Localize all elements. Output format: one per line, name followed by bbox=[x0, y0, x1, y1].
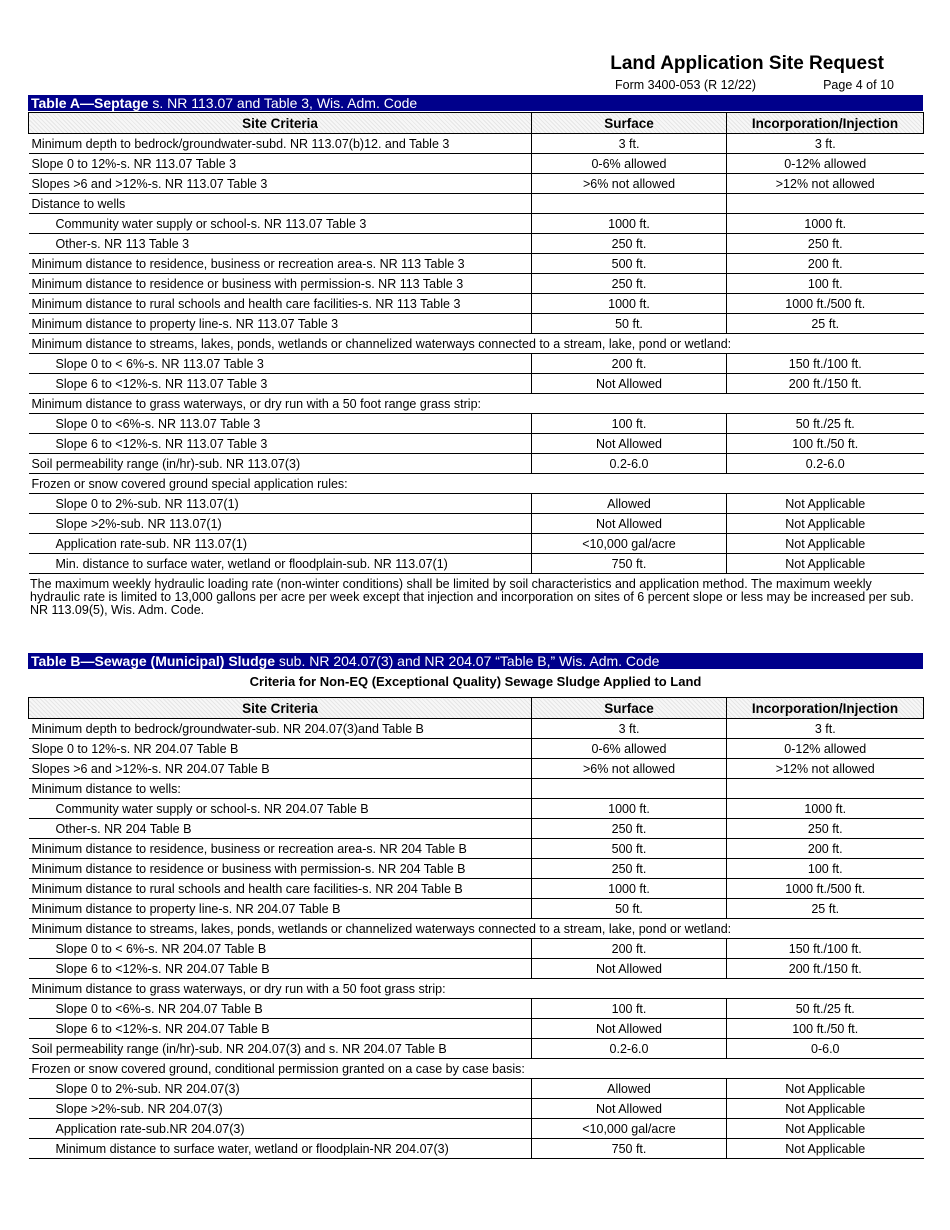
injection-value: 3 ft. bbox=[727, 134, 924, 154]
criteria-label: Min. distance to surface water, wetland or floodplain-sub. NR 113.07(1) bbox=[29, 554, 532, 574]
surface-value: Not Allowed bbox=[532, 434, 727, 454]
table-row bbox=[29, 759, 924, 779]
criteria-label: Community water supply or school-s. NR 204.07 Table B bbox=[29, 799, 532, 819]
table-b-subtitle: Criteria for Non-EQ (Exceptional Quality) Sewage Sludge Applied to Land bbox=[249, 674, 702, 689]
surface-value: 1000 ft. bbox=[532, 799, 727, 819]
table-row bbox=[29, 879, 924, 899]
surface-value: <10,000 gal/acre bbox=[532, 534, 727, 554]
criteria-label: Slope 0 to 2%-sub. NR 204.07(3) bbox=[29, 1079, 532, 1099]
criteria-label: Slope 6 to <12%-s. NR 113.07 Table 3 bbox=[29, 374, 532, 394]
injection-value bbox=[727, 194, 924, 214]
injection-value: 200 ft. bbox=[727, 254, 924, 274]
table-row bbox=[29, 334, 924, 354]
injection-value: 1000 ft./500 ft. bbox=[727, 294, 924, 314]
surface-value: 250 ft. bbox=[532, 819, 727, 839]
criteria-label: Slope >2%-sub. NR 204.07(3) bbox=[29, 1099, 532, 1119]
injection-value: 0.2-6.0 bbox=[727, 454, 924, 474]
injection-value: 150 ft./100 ft. bbox=[727, 354, 924, 374]
criteria-label: Application rate-sub.NR 204.07(3) bbox=[29, 1119, 532, 1139]
criteria-label: Other-s. NR 204 Table B bbox=[29, 819, 532, 839]
criteria-label: Application rate-sub. NR 113.07(1) bbox=[29, 534, 532, 554]
criteria-label: Slope 0 to 12%-s. NR 204.07 Table B bbox=[29, 739, 532, 759]
injection-value: 50 ft./25 ft. bbox=[727, 414, 924, 434]
surface-value: 1000 ft. bbox=[532, 879, 727, 899]
surface-value: 100 ft. bbox=[532, 999, 727, 1019]
injection-value: 1000 ft. bbox=[727, 799, 924, 819]
criteria-label: Distance to wells bbox=[29, 194, 532, 214]
criteria-label: Minimum depth to bedrock/groundwater-subd. NR 113.07(b)12. and Table 3 bbox=[29, 134, 532, 154]
table-row bbox=[29, 1059, 924, 1079]
criteria-label: Slopes >6 and >12%-s. NR 113.07 Table 3 bbox=[29, 174, 532, 194]
table-row bbox=[29, 1079, 924, 1099]
surface-value: 250 ft. bbox=[532, 234, 727, 254]
criteria-label: Soil permeability range (in/hr)-sub. NR 113.07(3) bbox=[29, 454, 532, 474]
injection-value: Not Applicable bbox=[727, 554, 924, 574]
table-b-citation: sub. NR 204.07(3) and NR 204.07 “Table B,” Wis. Adm. Code bbox=[275, 653, 660, 669]
table-row bbox=[29, 799, 924, 819]
surface-value: 200 ft. bbox=[532, 939, 727, 959]
surface-value: 0.2-6.0 bbox=[532, 454, 727, 474]
surface-value: 50 ft. bbox=[532, 314, 727, 334]
surface-value: 500 ft. bbox=[532, 839, 727, 859]
criteria-label: Minimum distance to grass waterways, or dry run with a 50 foot grass strip: bbox=[29, 979, 924, 999]
column-header-surface: Surface bbox=[532, 113, 727, 134]
table-row bbox=[29, 314, 924, 334]
injection-value bbox=[727, 779, 924, 799]
surface-value: Not Allowed bbox=[532, 959, 727, 979]
table-row bbox=[29, 234, 924, 254]
table-a-title: Table A—Septage bbox=[31, 95, 149, 111]
table-b bbox=[28, 697, 924, 1159]
criteria-label: Minimum distance to streams, lakes, ponds, wetlands or channelized waterways connected to a stream, lake, pond or wetland: bbox=[29, 919, 924, 939]
surface-value: Allowed bbox=[532, 1079, 727, 1099]
injection-value: 0-12% allowed bbox=[727, 739, 924, 759]
criteria-label: Slope 6 to <12%-s. NR 204.07 Table B bbox=[29, 959, 532, 979]
table-row bbox=[29, 414, 924, 434]
injection-value: 100 ft. bbox=[727, 859, 924, 879]
criteria-label: Minimum distance to streams, lakes, ponds, wetlands or channelized waterways connected to a stream, lake, pond or wetland: bbox=[29, 334, 924, 354]
surface-value: Not Allowed bbox=[532, 1099, 727, 1119]
surface-value: >6% not allowed bbox=[532, 174, 727, 194]
table-row bbox=[29, 939, 924, 959]
surface-value: 750 ft. bbox=[532, 554, 727, 574]
surface-value: Allowed bbox=[532, 494, 727, 514]
criteria-label: Minimum distance to residence, business or recreation area-s. NR 204 Table B bbox=[29, 839, 532, 859]
table-row bbox=[29, 719, 924, 739]
table-row bbox=[29, 979, 924, 999]
page-number: Page 4 of 10 bbox=[823, 78, 894, 92]
injection-value: 3 ft. bbox=[727, 719, 924, 739]
table-row bbox=[29, 999, 924, 1019]
criteria-label: Minimum distance to surface water, wetland or floodplain-NR 204.07(3) bbox=[29, 1139, 532, 1159]
criteria-label: Soil permeability range (in/hr)-sub. NR 204.07(3) and s. NR 204.07 Table B bbox=[29, 1039, 532, 1059]
table-row bbox=[29, 959, 924, 979]
table-row bbox=[29, 394, 924, 414]
table-row bbox=[29, 454, 924, 474]
injection-value: 200 ft./150 ft. bbox=[727, 959, 924, 979]
table-row bbox=[29, 779, 924, 799]
form-number: Form 3400-053 (R 12/22) bbox=[615, 78, 757, 92]
table-a-title-bar bbox=[28, 95, 923, 111]
surface-value: <10,000 gal/acre bbox=[532, 1119, 727, 1139]
column-header-site-criteria: Site Criteria bbox=[29, 113, 532, 134]
surface-value: 750 ft. bbox=[532, 1139, 727, 1159]
criteria-label: Community water supply or school-s. NR 113.07 Table 3 bbox=[29, 214, 532, 234]
injection-value: Not Applicable bbox=[727, 1139, 924, 1159]
table-row bbox=[29, 1099, 924, 1119]
table-row bbox=[29, 254, 924, 274]
criteria-label: Frozen or snow covered ground special application rules: bbox=[29, 474, 924, 494]
table-row bbox=[29, 154, 924, 174]
surface-value: Not Allowed bbox=[532, 374, 727, 394]
surface-value: Not Allowed bbox=[532, 514, 727, 534]
surface-value: 50 ft. bbox=[532, 899, 727, 919]
criteria-label: Slope 6 to <12%-s. NR 113.07 Table 3 bbox=[29, 434, 532, 454]
table-row bbox=[29, 434, 924, 454]
table-row bbox=[29, 899, 924, 919]
criteria-label: Minimum distance to rural schools and health care facilities-s. NR 204 Table B bbox=[29, 879, 532, 899]
injection-value: Not Applicable bbox=[727, 494, 924, 514]
criteria-label: Slope 0 to < 6%-s. NR 113.07 Table 3 bbox=[29, 354, 532, 374]
injection-value: 200 ft. bbox=[727, 839, 924, 859]
table-row bbox=[29, 1119, 924, 1139]
table-row bbox=[29, 859, 924, 879]
injection-value: Not Applicable bbox=[727, 534, 924, 554]
injection-value: 250 ft. bbox=[727, 234, 924, 254]
surface-value: 250 ft. bbox=[532, 274, 727, 294]
surface-value bbox=[532, 779, 727, 799]
table-row bbox=[29, 194, 924, 214]
injection-value: 0-12% allowed bbox=[727, 154, 924, 174]
table-a-note: The maximum weekly hydraulic loading rate (non-winter conditions) shall be limited by soil characteristics and application method. The maximum weekly hydraulic rate is limited to 13,000 gallons per acre per week except that injection and incorporation on sites of 6 percent slope or less may be increased per sub. NR 113.09(5), Wis. Adm. Code. bbox=[30, 577, 914, 617]
criteria-label: Slope 6 to <12%-s. NR 204.07 Table B bbox=[29, 1019, 532, 1039]
table-row bbox=[29, 919, 924, 939]
criteria-label: Slope >2%-sub. NR 113.07(1) bbox=[29, 514, 532, 534]
table-row bbox=[29, 214, 924, 234]
table-b-header-row bbox=[29, 698, 924, 719]
column-header-injection: Incorporation/Injection bbox=[727, 698, 924, 719]
injection-value: 100 ft./50 ft. bbox=[727, 1019, 924, 1039]
injection-value: 25 ft. bbox=[727, 314, 924, 334]
surface-value: 200 ft. bbox=[532, 354, 727, 374]
injection-value: 150 ft./100 ft. bbox=[727, 939, 924, 959]
injection-value: Not Applicable bbox=[727, 1119, 924, 1139]
criteria-label: Slope 0 to 2%-sub. NR 113.07(1) bbox=[29, 494, 532, 514]
criteria-label: Minimum distance to rural schools and health care facilities-s. NR 113 Table 3 bbox=[29, 294, 532, 314]
table-row bbox=[29, 174, 924, 194]
table-row bbox=[29, 554, 924, 574]
criteria-label: Other-s. NR 113 Table 3 bbox=[29, 234, 532, 254]
table-row bbox=[29, 294, 924, 314]
criteria-label: Minimum distance to grass waterways, or dry run with a 50 foot range grass strip: bbox=[29, 394, 924, 414]
surface-value: 0.2-6.0 bbox=[532, 1039, 727, 1059]
table-row bbox=[29, 374, 924, 394]
surface-value: 1000 ft. bbox=[532, 294, 727, 314]
table-row bbox=[29, 1039, 924, 1059]
table-row bbox=[29, 274, 924, 294]
criteria-label: Minimum distance to property line-s. NR 204.07 Table B bbox=[29, 899, 532, 919]
injection-value: Not Applicable bbox=[727, 1079, 924, 1099]
surface-value: 3 ft. bbox=[532, 134, 727, 154]
criteria-label: Minimum distance to wells: bbox=[29, 779, 532, 799]
injection-value: >12% not allowed bbox=[727, 759, 924, 779]
surface-value: 1000 ft. bbox=[532, 214, 727, 234]
criteria-label: Minimum distance to residence or business with permission-s. NR 204 Table B bbox=[29, 859, 532, 879]
table-row bbox=[29, 514, 924, 534]
surface-value: 500 ft. bbox=[532, 254, 727, 274]
table-row bbox=[29, 534, 924, 554]
table-a-citation: s. NR 113.07 and Table 3, Wis. Adm. Code bbox=[148, 95, 418, 111]
criteria-label: Slope 0 to 12%-s. NR 113.07 Table 3 bbox=[29, 154, 532, 174]
injection-value: 200 ft./150 ft. bbox=[727, 374, 924, 394]
injection-value: Not Applicable bbox=[727, 514, 924, 534]
column-header-injection: Incorporation/Injection bbox=[727, 113, 924, 134]
table-row bbox=[29, 494, 924, 514]
surface-value: 0-6% allowed bbox=[532, 739, 727, 759]
criteria-label: Slope 0 to < 6%-s. NR 204.07 Table B bbox=[29, 939, 532, 959]
injection-value: 250 ft. bbox=[727, 819, 924, 839]
table-b-title-bar bbox=[28, 653, 923, 669]
injection-value: 25 ft. bbox=[727, 899, 924, 919]
surface-value: >6% not allowed bbox=[532, 759, 727, 779]
injection-value: 50 ft./25 ft. bbox=[727, 999, 924, 1019]
table-row bbox=[29, 739, 924, 759]
surface-value: 3 ft. bbox=[532, 719, 727, 739]
criteria-label: Slopes >6 and >12%-s. NR 204.07 Table B bbox=[29, 759, 532, 779]
criteria-label: Slope 0 to <6%-s. NR 204.07 Table B bbox=[29, 999, 532, 1019]
table-b-title: Table B—Sewage (Municipal) Sludge bbox=[31, 653, 275, 669]
criteria-label: Frozen or snow covered ground, conditional permission granted on a case by case basis: bbox=[29, 1059, 924, 1079]
criteria-label: Minimum distance to residence, business or recreation area-s. NR 113 Table 3 bbox=[29, 254, 532, 274]
criteria-label: Minimum distance to property line-s. NR 113.07 Table 3 bbox=[29, 314, 532, 334]
injection-value: Not Applicable bbox=[727, 1099, 924, 1119]
column-header-site-criteria: Site Criteria bbox=[29, 698, 532, 719]
column-header-surface: Surface bbox=[532, 698, 727, 719]
table-row bbox=[29, 1019, 924, 1039]
injection-value: 0-6.0 bbox=[727, 1039, 924, 1059]
surface-value: 100 ft. bbox=[532, 414, 727, 434]
injection-value: >12% not allowed bbox=[727, 174, 924, 194]
table-row bbox=[29, 839, 924, 859]
form-title: Land Application Site Request bbox=[610, 53, 884, 74]
criteria-label: Minimum depth to bedrock/groundwater-sub. NR 204.07(3)and Table B bbox=[29, 719, 532, 739]
injection-value: 1000 ft. bbox=[727, 214, 924, 234]
criteria-label: Minimum distance to residence or business with permission-s. NR 113 Table 3 bbox=[29, 274, 532, 294]
table-a bbox=[28, 112, 924, 574]
injection-value: 100 ft. bbox=[727, 274, 924, 294]
surface-value: 0-6% allowed bbox=[532, 154, 727, 174]
table-row bbox=[29, 1139, 924, 1159]
table-row bbox=[29, 354, 924, 374]
surface-value bbox=[532, 194, 727, 214]
table-row bbox=[29, 474, 924, 494]
surface-value: 250 ft. bbox=[532, 859, 727, 879]
table-a-header-row bbox=[29, 113, 924, 134]
injection-value: 1000 ft./500 ft. bbox=[727, 879, 924, 899]
table-row bbox=[29, 134, 924, 154]
injection-value: 100 ft./50 ft. bbox=[727, 434, 924, 454]
table-row bbox=[29, 819, 924, 839]
criteria-label: Slope 0 to <6%-s. NR 113.07 Table 3 bbox=[29, 414, 532, 434]
surface-value: Not Allowed bbox=[532, 1019, 727, 1039]
